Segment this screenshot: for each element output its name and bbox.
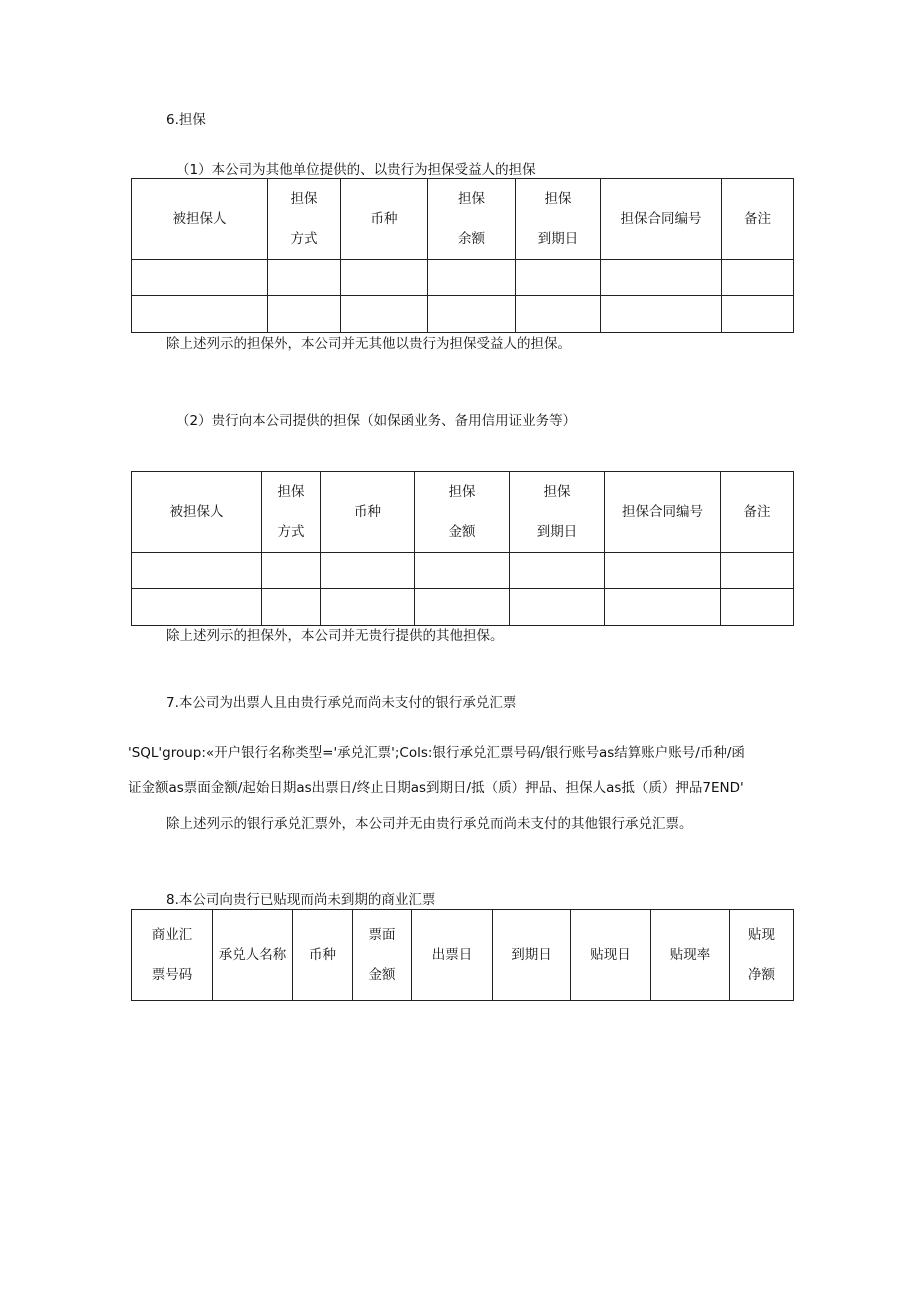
header-cell <box>341 179 428 260</box>
empty-cell <box>722 296 794 333</box>
guarantee-table-1 <box>131 178 794 333</box>
header-cell <box>132 910 213 1001</box>
header-text: 票面 <box>368 927 396 943</box>
header-cell <box>493 910 571 1001</box>
header-cell <box>262 472 321 553</box>
header-cell <box>571 910 651 1001</box>
empty-cell <box>722 260 794 296</box>
header-cell <box>321 472 415 553</box>
header-text: 备注 <box>744 211 771 227</box>
header-text: 到期日 <box>536 524 578 540</box>
header-text: 担保 <box>458 191 485 207</box>
header-text: 到期日 <box>511 947 552 963</box>
empty-cell <box>510 589 605 626</box>
header-text: 担保合同编号 <box>622 504 703 520</box>
table-row <box>132 553 794 589</box>
header-text: 票号码 <box>151 967 193 983</box>
empty-cell <box>132 589 262 626</box>
header-cell <box>730 910 794 1001</box>
empty-cell <box>428 296 516 333</box>
empty-cell <box>132 553 262 589</box>
header-cell <box>132 472 262 553</box>
header-cell <box>605 472 721 553</box>
header-cell <box>415 472 510 553</box>
header-text: 担保 <box>543 484 571 500</box>
guarantee-table-2 <box>131 471 794 626</box>
empty-cell <box>721 589 794 626</box>
header-text: 净额 <box>748 967 775 983</box>
header-text: 备注 <box>743 504 771 520</box>
empty-cell <box>321 589 415 626</box>
header-cell <box>516 179 601 260</box>
empty-cell <box>601 296 722 333</box>
header-text: 担保合同编号 <box>620 211 702 227</box>
guarantee-table-2-note: 除上述列示的担保外，本公司并无贵行提供的其他担保。 <box>166 628 504 644</box>
empty-cell <box>341 296 428 333</box>
header-cell <box>412 910 493 1001</box>
empty-cell <box>321 553 415 589</box>
empty-cell <box>721 553 794 589</box>
header-cell <box>213 910 293 1001</box>
header-cell <box>353 910 412 1001</box>
empty-cell <box>428 260 516 296</box>
empty-cell <box>132 260 268 296</box>
header-cell <box>722 179 794 260</box>
header-text: 被担保人 <box>169 504 224 520</box>
header-text: 金额 <box>448 524 476 540</box>
guarantee-table-2-caption: （2）贵行向本公司提供的担保（如保函业务、备用信用证业务等） <box>176 413 577 429</box>
empty-cell <box>262 553 321 589</box>
header-cell <box>601 179 722 260</box>
empty-cell <box>601 260 722 296</box>
sql-template-line-1: 'SQL'group:«开户银行名称类型='承兑汇票';Cols:银行承兑汇票号码/银行账号as结算账户账号/币种/函 <box>128 745 745 761</box>
header-text: 贴现日 <box>590 947 631 963</box>
header-text: 担保 <box>290 191 318 207</box>
header-text: 承兑人名称 <box>218 947 287 963</box>
table-row <box>132 296 794 333</box>
header-text: 方式 <box>290 231 318 247</box>
header-text: 币种 <box>370 211 398 227</box>
empty-cell <box>516 296 601 333</box>
table-header-row <box>132 179 794 260</box>
guarantee-table-1-note: 除上述列示的担保外，本公司并无其他以贵行为担保受益人的担保。 <box>166 336 571 352</box>
header-text: 金额 <box>368 967 396 983</box>
empty-cell <box>262 589 321 626</box>
empty-cell <box>605 589 721 626</box>
header-cell <box>293 910 353 1001</box>
header-text: 贴现率 <box>669 947 711 963</box>
header-cell <box>428 179 516 260</box>
discounted-bills-table <box>131 909 794 1001</box>
section-6-heading: 6.担保 <box>166 112 206 128</box>
table-header-row <box>132 472 794 553</box>
header-cell <box>721 472 794 553</box>
empty-cell <box>268 260 341 296</box>
header-cell <box>510 472 605 553</box>
header-text: 担保 <box>277 484 305 500</box>
empty-cell <box>605 553 721 589</box>
header-text: 到期日 <box>537 231 579 247</box>
header-text: 商业汇 <box>151 927 193 943</box>
header-text: 贴现 <box>748 927 775 943</box>
header-cell <box>132 179 268 260</box>
table-row <box>132 589 794 626</box>
guarantee-table-1-caption: （1）本公司为其他单位提供的、以贵行为担保受益人的担保 <box>176 162 536 178</box>
header-text: 币种 <box>354 504 381 520</box>
header-text: 币种 <box>309 947 336 963</box>
header-text: 被担保人 <box>172 211 227 227</box>
empty-cell <box>415 553 510 589</box>
header-text: 余额 <box>458 231 485 247</box>
sql-template-line-2: 证金额as票面金额/起始日期as出票日/终止日期as到期日/抵（质）押品、担保人as抵（质）押品7END' <box>128 780 744 796</box>
header-text: 出票日 <box>431 947 473 963</box>
empty-cell <box>510 553 605 589</box>
header-text: 担保 <box>448 484 476 500</box>
table-header-row <box>132 910 794 1001</box>
empty-cell <box>341 260 428 296</box>
empty-cell <box>132 296 268 333</box>
empty-cell <box>415 589 510 626</box>
table-row <box>132 260 794 296</box>
header-cell <box>268 179 341 260</box>
section-8-heading: 8.本公司向贵行已贴现而尚未到期的商业汇票 <box>166 892 436 908</box>
section-7-heading: 7.本公司为出票人且由贵行承兑而尚未支付的银行承兑汇票 <box>166 695 517 711</box>
header-text: 担保 <box>544 191 572 207</box>
empty-cell <box>516 260 601 296</box>
header-text: 方式 <box>277 524 305 540</box>
header-cell <box>651 910 730 1001</box>
empty-cell <box>268 296 341 333</box>
section-7-note: 除上述列示的银行承兑汇票外，本公司并无由贵行承兑而尚未支付的其他银行承兑汇票。 <box>166 816 693 832</box>
